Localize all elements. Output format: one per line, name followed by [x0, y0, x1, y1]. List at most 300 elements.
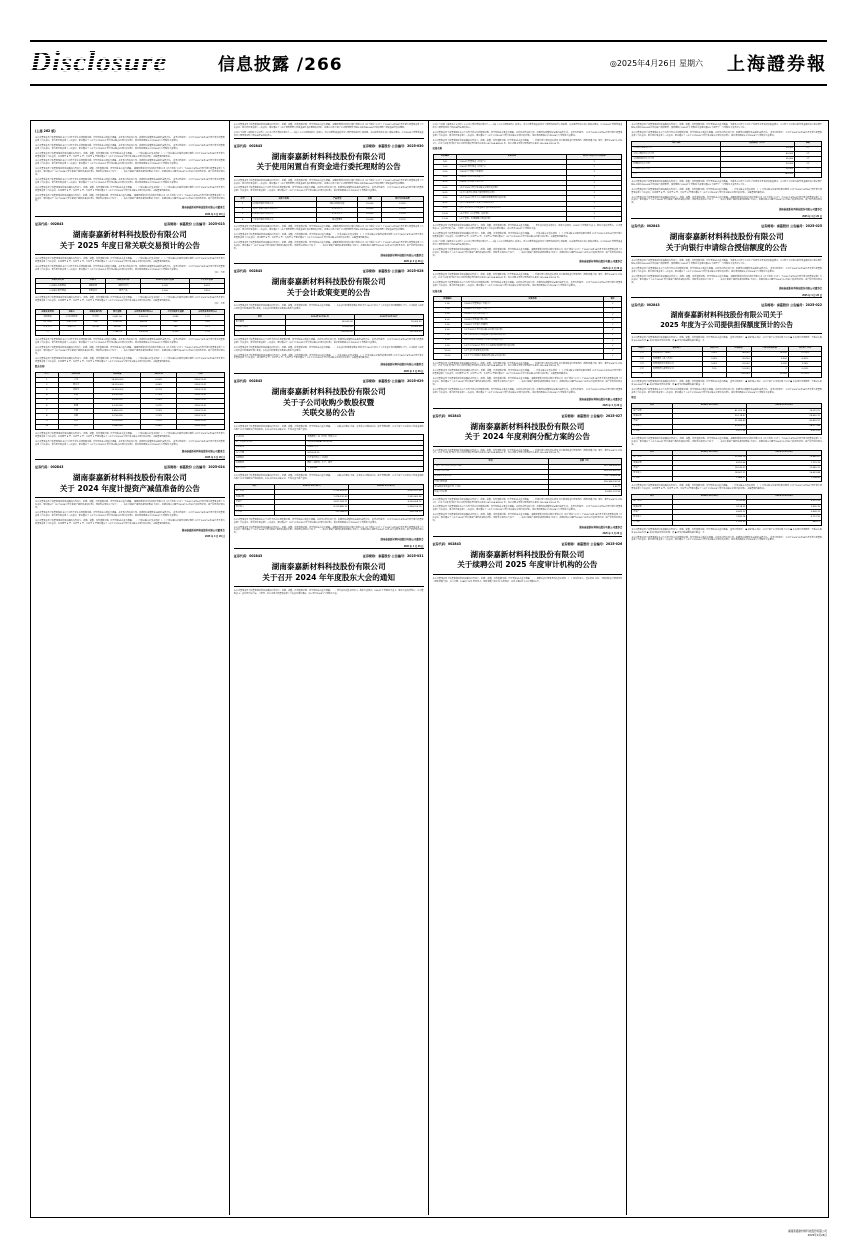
- cell: 8.00: [433, 201, 457, 206]
- cell: 《关于续聘2025年度审计机构的议案》: [457, 201, 567, 206]
- cell: 91320594MA1XXXXXXX: [306, 440, 423, 445]
- cell: 25,000.00: [354, 325, 423, 330]
- cell: 公司: [632, 362, 652, 367]
- th-1: 被担保方: [651, 346, 702, 351]
- cell: 3.58%: [788, 362, 821, 367]
- table-row: [36, 289, 225, 294]
- th-3: 持股比例: [141, 372, 177, 377]
- cell: 100%: [702, 357, 726, 362]
- announcement-title-a4: 湖南泰嘉新材料科技股份有限公司 关于使用闲置自有资金进行委托理财的公告: [256, 151, 401, 172]
- table-row: [433, 354, 622, 359]
- announcement-body-a12: 本公司董事会及全体董事保证信息披露的内容真实、准确、完整，没有虚假记载、误导性陈述或重大遗漏。 重要内容提示： ● 被担保人名称：公司全资子公司及控股子公司 ● 本次预计担保额度：不超过人民币100,000万元 ● 本次担保是否有反担保：否 ● 对外担保逾期的累计数量：无: [631, 336, 822, 342]
- announcement-title-a3: 湖南泰嘉新材料科技股份有限公司 关于 2024 年度计提资产减值准备的公告: [59, 473, 201, 493]
- title-rule-a9: [433, 446, 623, 447]
- table-row: [234, 466, 423, 471]
- cell: 销售商品: [36, 320, 60, 325]
- announcement-body-a12-4: 本公司董事会及全体董事保证信息披露的内容真实、准确、完整，没有虚假记载、误导性陈述或重大遗漏。 湖南泰嘉新材料科技股份有限公司（以下简称“公司”）于2025年4月24日召开第五届董事会第十六次会议，审议通过了《关于2024年度计提资产减值准备的议案》，现将有关情况公告如下： 一、本次计提资产减值准备情况概述 为真实、准确反映公司截至2024年12月31日的财务状况、资产价值及经营成果。: [631, 437, 822, 446]
- cell: 105,000.00: [285, 330, 354, 335]
- cell: 9,500: [751, 357, 788, 362]
- cell: 刘国华: [58, 388, 94, 393]
- table-row: [632, 520, 822, 525]
- announcement-header-a10: [433, 542, 623, 575]
- announcement-header-a7: [234, 554, 424, 587]
- masthead-date: ◎2025年4月26日 星期六: [609, 59, 703, 68]
- th-0: 序号: [36, 372, 59, 377]
- cell: 1,484.37: [672, 476, 747, 481]
- announcement-body-a2-7: 本公司董事会及全体董事保证信息披露的内容真实、准确、完整，没有虚假记载、误导性陈述或重大遗漏。 一、日常关联交易基本情况 （一）日常关联交易履行的审议程序 公司于2025年4月24日召开第五届董事会第十六次会议，以同意票 8 票、反对票 0 票、弃权票 0 票审议通过了《关于公司2025年度日常关联交易预计的议案》，关联董事回避表决。: [35, 432, 225, 438]
- cell: √: [604, 307, 622, 312]
- cell: 4.00: [433, 180, 457, 185]
- cell: 18,200: [751, 351, 788, 356]
- cell: 0.00%: [788, 367, 821, 372]
- table-row: [433, 217, 622, 222]
- announcement-header-a11: [631, 224, 822, 257]
- signature-3: 湖南泰嘉新材料科技股份有限公司董事会: [181, 528, 225, 532]
- cell: 10,000: [358, 202, 382, 207]
- cell: √: [567, 191, 622, 196]
- cell: [60, 330, 84, 335]
- cell: 周平: [58, 424, 94, 429]
- cell: 3: [36, 388, 59, 393]
- announcement-body-a3-3: 本公司董事会及全体董事保证信息披露的内容真实、准确、完整，没有虚假记载、误导性陈述或重大遗漏。 一、日常关联交易基本情况 （一）日常关联交易履行的审议程序 公司于2025年4月24日召开第五届董事会第十六次会议，以同意票 8 票、反对票 0 票、弃权票 0 票审议通过了《关于公司2025年度日常关联交易预计的议案》，关联董事回避表决。: [35, 519, 225, 525]
- column-1: [31, 121, 230, 1215]
- cell: 81,205.36: [672, 409, 747, 414]
- cell: 资产总额: [632, 409, 673, 414]
- cell: 4,250,608.72: [349, 500, 423, 505]
- th-0: 项目: [433, 459, 548, 464]
- th-2: 该列打勾的栏目可以投票: [567, 154, 622, 159]
- th-4: 上年发生金额: [189, 278, 224, 283]
- target-financials-table: [234, 484, 424, 516]
- col3-body-6: 本公司董事会及全体董事保证信息披露的内容真实、准确、完整，没有虚假记载、误导性陈述或重大遗漏。 一、利润分配方案的基本情况 经天职国际会计师事务所（特殊普通合伙）审计，截至2024年12月31日，公司合并报表归属于母公司所有者的净利润为人民币 267,168,838.62 元，母公司期末可供分配利润为人民币 205,366,130.55 元。: [432, 274, 623, 280]
- cell: 7.00: [433, 196, 457, 201]
- announcement-body-a12-6: 本公司董事会及全体董事保证信息披露的内容真实、准确、完整，没有虚假记载、误导性陈述或重大遗漏。 重要内容提示： ● 被担保人名称：公司全资子公司及控股子公司 ● 本次预计担保额度：不超过人民币100,000万元 ● 本次担保是否有反担保：否 ● 对外担保逾期的累计数量：无: [631, 528, 822, 534]
- announcement-header-a2: [35, 222, 225, 255]
- cell: 100%: [702, 351, 726, 356]
- announcement-body-a11-3: 本公司董事会及全体董事保证信息披露的内容真实、准确、完整，没有虚假记载、误导性陈述或重大遗漏。 湖南泰嘉新材料科技股份有限公司（以下简称“公司”）于2025年4月24日召开第五届董事会第十六次会议，审议通过了《关于2024年度计提资产减值准备的议案》，现将有关情况公告如下： 一、本次计提资产减值准备情况概述 为真实、准确反映公司截至2024年12月31日的财务状况、资产价值及经营成果。: [631, 275, 822, 284]
- cell: 《关于向银行申请综合授信额度的议案》: [457, 191, 567, 196]
- cell: 1年: [795, 152, 822, 157]
- announcement-header-a4: [234, 144, 424, 177]
- cell: 0.11: [191, 325, 225, 330]
- cell: 25,000: [721, 167, 795, 172]
- cell: 4: [36, 393, 59, 398]
- th-1: 议案名称: [462, 297, 604, 302]
- announcement-header-a12: [631, 303, 822, 334]
- cell: √: [604, 323, 622, 328]
- cell: 101,000.00: [354, 330, 423, 335]
- th-5: 上年实际发生金额: [160, 310, 191, 315]
- cell: 30,000: [726, 357, 751, 362]
- signature-2: 湖南泰嘉新材料科技股份有限公司董事会: [181, 449, 225, 453]
- signature-11: 湖南泰嘉新材料科技股份有限公司董事会: [778, 287, 822, 291]
- cell: 成品: [84, 320, 108, 325]
- announcement-body-a12-7: 本公司董事会及全体董事保证本公告内容不存在任何虚假记载、误导性陈述或者重大遗漏，并对其内容的真实性、准确性和完整性依法承担法律责任。 重要内容提示： 公司于2025年4月24日召开第五届董事会第十六次会议、第五届监事会第十二次会议，审议通过了《关于公司2025年度日常关联交易预计的议案》，该议案尚需提交公司2024年年度股东大会审议。: [631, 536, 822, 542]
- signature-date-8: 2025 年 4 月 26 日: [602, 404, 623, 408]
- announcement-body-a12-3: 本公司董事会及全体董事保证本公告内容不存在任何虚假记载、误导性陈述或者重大遗漏，并对其内容的真实性、准确性和完整性依法承担法律责任。 重要内容提示： 公司于2025年4月24日召开第五届董事会第十六次会议、第五届监事会第十二次会议，审议通过了《关于公司2025年度日常关联交易预计的议案》，该议案尚需提交公司2024年年度股东大会审议。: [631, 388, 822, 394]
- announcement-title-a5: 湖南泰嘉新材料科技股份有限公司 关于会计政策变更的公告: [271, 277, 386, 297]
- announcement-title-a10: 湖南泰嘉新材料科技股份有限公司 关于续聘公司 2025 年度审计机构的公告: [457, 549, 598, 570]
- cell: 4,860,000: [94, 409, 141, 414]
- cell: √: [604, 333, 622, 338]
- cell: 兴业银行股份有限公司: [251, 218, 317, 223]
- page-footer: [788, 1230, 827, 1238]
- cell: 《关于2025年度日常关联交易预计的议案》: [462, 328, 604, 333]
- cell: 16,433.88: [747, 471, 822, 476]
- related-party-detail-table: [35, 309, 225, 336]
- security-code-a11: 证券代码：002843: [631, 224, 660, 229]
- cell: 2024-12-31: [177, 414, 225, 419]
- announcement-body-a5: 本公司董事会及全体董事保证信息披露的内容真实、准确、完整，没有虚假记载、误导性陈述或重大遗漏。 一、本次会计政策变更概述 财政部于2023年发布了《企业会计准则解释第17号》，公司根据上述规定对原会计政策进行相应变更。本次会计政策变更无需提交股东大会审议。: [233, 305, 424, 311]
- target-company-table: [234, 434, 424, 471]
- proposal-checklist-table: [433, 154, 623, 222]
- cell: 可供分配利润: [433, 480, 548, 485]
- divider-a10: [433, 270, 623, 271]
- announcement-body-a5-2: 本公司董事会及全体董事保证本公告内容不存在任何虚假记载、误导性陈述或者重大遗漏，并对其内容的真实性、准确性和完整性依法承担法律责任。 重要内容提示： 公司于2025年4月24日召开第五届董事会第十六次会议、第五届监事会第十二次会议，审议通过了《关于公司2025年度日常关联交易预计的议案》，该议案尚需提交公司2024年年度股东大会审议。: [233, 338, 424, 344]
- th-1: 金额（元）: [548, 459, 622, 464]
- cell: 2.00: [433, 170, 457, 175]
- th-2: 持股数量: [94, 372, 141, 377]
- announcement-title-a9: 湖南泰嘉新材料科技股份有限公司 关于 2024 年度利润分配方案的公告: [464, 421, 590, 441]
- divider-a9: [433, 408, 623, 409]
- announcement-body-a2-2: 本公司董事会及全体董事保证本公告内容不存在任何虚假记载、误导性陈述或者重大遗漏，并对其内容的真实性、准确性和完整性依法承担法律责任。 重要内容提示： 公司于2025年4月24日召开第五届董事会第十六次会议、第五届监事会第十二次会议，审议通过了《关于公司2025年度日常关联交易预计的议案》，该议案尚需提交公司2024年年度股东大会审议。: [35, 265, 225, 271]
- cell: 10: [36, 424, 59, 429]
- cell: 9: [36, 419, 59, 424]
- cell: 提取法定盈余公积: [433, 474, 548, 479]
- signature-9: 湖南泰嘉新材料科技股份有限公司董事会: [579, 525, 623, 529]
- cell: 120.00: [127, 325, 160, 330]
- cell: 20,000: [726, 362, 751, 367]
- cell: 注册资本: [234, 445, 306, 450]
- cell: 19,880.47: [747, 455, 822, 460]
- security-code-a2: 证券代码：002843: [35, 222, 64, 227]
- th-1: 2023年12月31日: [275, 484, 349, 489]
- cell: √: [567, 175, 622, 180]
- th-1: 2024年12月31日: [285, 315, 354, 320]
- cell: √: [604, 354, 622, 359]
- cell: √: [567, 160, 622, 165]
- announcement-body-a2-8: 本公司董事会及全体董事保证本公告内容不存在任何虚假记载、误导性陈述或者重大遗漏，并对其内容的真实性、准确性和完整性依法承担法律责任。 重要内容提示： 公司于2025年4月24日召开第五届董事会第十六次会议、第五届监事会第十二次会议，审议通过了《关于公司2025年度日常关联交易预计的议案》，该议案尚需提交公司2024年年度股东大会审议。: [35, 440, 225, 446]
- cell: 30,118.47: [672, 414, 747, 419]
- cell: 10,000: [358, 212, 382, 217]
- cell: 7: [36, 409, 59, 414]
- announcement-body-a2-3: 本公司董事会及全体董事保证信息披露的内容真实、准确、完整，没有虚假记载、误导性陈述或重大遗漏。 一、日常关联交易基本情况 （一）日常关联交易履行的审议程序 公司于2025年4月24日召开第五届董事会第十六次会议，以同意票 8 票、反对票 0 票、弃权票 0 票审议通过了《关于公司2025年度日常关联交易预计的议案》，关联董事回避表决。: [35, 297, 225, 303]
- cell: 净资产: [632, 419, 673, 424]
- announcement-body-a9-3: 本公司董事会及全体董事保证本公告内容不存在任何虚假记载、误导性陈述或者重大遗漏，并对其内容的真实性、准确性和完整性依法承担法律责任。 重要内容提示： 公司于2025年4月24日召开第五届董事会第十六次会议、第五届监事会第十二次会议，审议通过了《关于公司2025年度日常关联交易预计的议案》，该议案尚需提交公司2024年年度股东大会审议。: [432, 506, 623, 512]
- announcement-body-a6-4: 本公司董事会及全体董事保证信息披露的内容真实、准确、完整，没有虚假记载、误导性陈述或重大遗漏。 湖南泰嘉新材料科技股份有限公司（以下简称“公司”）于2025年4月24日召开第五届董事会第十六次会议，审议通过了《关于2024年度计提资产减值准备的议案》，现将有关情况公告如下： 一、本次计提资产减值准备情况概述 为真实、准确反映公司截至2024年12月31日的财务状况、资产价值及经营成果。: [233, 526, 424, 535]
- col3-body-7: 本公司董事会及全体董事保证本公告内容不存在任何虚假记载、误导性陈述或者重大遗漏，并对其内容的真实性、准确性和完整性依法承担法律责任。 重要内容提示： 公司于2025年4月24日召开第五届董事会第十六次会议、第五届监事会第十二次会议，审议通过了《关于公司2025年度日常关联交易预计的议案》，该议案尚需提交公司2024年年度股东大会审议。: [432, 282, 623, 287]
- col4-lead-text-2: 本公司董事会及全体董事保证本公告内容不存在任何虚假记载、误导性陈述或者重大遗漏，并对其内容的真实性、准确性和完整性依法承担法律责任。 重要内容提示： 公司于2025年4月24日召开第五届董事会第十六次会议、第五届监事会第十二次会议，审议通过了《关于公司2025年度日常关联交易预计的议案》，该议案尚需提交公司2024年年度股东大会审议。: [631, 131, 822, 137]
- continuation-body-8: 本公司董事会及全体董事保证信息披露的内容真实、准确、完整，没有虚假记载、误导性陈述或重大遗漏。 湖南泰嘉新材料科技股份有限公司（以下简称“公司”）于2025年4月24日召开第五届董事会第十六次会议，审议通过了《关于2024年度计提资产减值准备的议案》，现将有关情况公告如下： 一、本次计提资产减值准备情况概述 为真实、准确反映公司截至2024年12月31日的财务状况、资产价值及经营成果。: [35, 194, 225, 203]
- cell: [651, 372, 702, 377]
- th-1: 2024年12月31日: [672, 494, 747, 499]
- announcement-body-a6-3: 本公司董事会及全体董事保证本公告内容不存在任何虚假记载、误导性陈述或者重大遗漏，并对其内容的真实性、准确性和完整性依法承担法律责任。 重要内容提示： 公司于2025年4月24日召开第五届董事会第十六次会议、第五届监事会第十二次会议，审议通过了《关于公司2025年度日常关联交易预计的议案》，该议案尚需提交公司2024年年度股东大会审议。: [233, 518, 424, 524]
- cell: 保本型理财: [317, 218, 358, 223]
- column-container: [31, 121, 826, 1215]
- cell: 1.67%: [141, 403, 177, 408]
- cell: 74,310.22: [747, 409, 822, 414]
- cell: 8,550,000: [94, 393, 141, 398]
- voting-note-table: [433, 296, 623, 359]
- cell: 1,200.00: [108, 320, 127, 325]
- cell: 3,614: [189, 283, 224, 288]
- cell: 关联自然人: [60, 320, 84, 325]
- cell: 《2024年度利润分配方案》: [457, 180, 567, 185]
- cell: 《关于使用闲置自有资金进行委托理财的议案》: [457, 206, 567, 211]
- cell: 8: [36, 414, 59, 419]
- cell: √: [604, 338, 622, 343]
- cell: 净利润: [234, 510, 274, 515]
- th-2: 2023年12月31日: [747, 494, 822, 499]
- cell: 归属于母公司所有者的净利润: [433, 464, 548, 469]
- cell: 泰嘉智能装备有限公司: [651, 367, 702, 372]
- cell: [84, 330, 108, 335]
- cell: 3,000: [141, 289, 189, 294]
- cell: 3.00 元: [548, 485, 622, 490]
- column-4: [627, 121, 826, 1215]
- masthead-section: 信息披露 /266: [218, 55, 343, 75]
- announcement-body-a6: 本公司董事会及全体董事保证信息披露的内容真实、准确、完整，没有虚假记载、误导性陈述或重大遗漏。 一、关联交易概述 为进一步优化公司股权结构，提升管理效率，公司全资子公司拟以自有资金收购控股子公司少数股东持有的股权。本次交易构成关联交易，不构成重大资产重组。: [233, 425, 424, 431]
- cell: 审计费用: [234, 320, 285, 325]
- guarantee-forecast-table: [631, 346, 822, 378]
- cell: 0: [751, 367, 788, 372]
- th-3: 2025年度预计金额: [141, 278, 189, 283]
- th-1: 关联人: [80, 278, 106, 283]
- divider-a12: [631, 297, 822, 298]
- cell: 孙涛: [58, 419, 94, 424]
- table-row: [234, 218, 423, 223]
- cell: 45,859.91: [747, 419, 822, 424]
- cell: 接受劳务: [36, 325, 60, 330]
- cell: 22,560.18: [672, 455, 747, 460]
- checklist-label: 议案名称: [432, 147, 443, 151]
- cell: 5,338,106.14: [349, 505, 423, 510]
- cell: 1: [234, 202, 251, 207]
- cell: √: [567, 217, 622, 222]
- security-code-a5: 证券代码：002843: [233, 269, 263, 274]
- subsidiary-summary-table-3: [631, 494, 822, 526]
- th-1: 议案名称: [457, 154, 567, 159]
- cell: 《关于公司2025年度为子公司提供担保额度预计的议案》: [462, 343, 604, 348]
- shareholder-list-table: [35, 372, 225, 430]
- cell: 2024-12-31: [177, 383, 225, 388]
- signature-5: 湖南泰嘉新材料科技股份有限公司董事会: [380, 363, 424, 367]
- cell: 1,874: [189, 289, 224, 294]
- th-4: 日期: [177, 372, 225, 377]
- cell: 《关于会计政策变更的议案》: [462, 349, 604, 354]
- cell: 5,851.56: [108, 315, 127, 320]
- signature-4: 湖南泰嘉新材料科技股份有限公司董事会: [380, 253, 424, 257]
- announcement-body-a9-4: 本公司董事会及全体董事保证信息披露的内容真实、准确、完整，没有虚假记载、误导性陈述或重大遗漏。 湖南泰嘉新材料科技股份有限公司（以下简称“公司”）于2025年4月24日召开第五届董事会第十六次会议，审议通过了《关于2024年度计提资产减值准备的议案》，现将有关情况公告如下： 一、本次计提资产减值准备情况概述 为真实、准确反映公司截至2024年12月31日的财务状况、资产价值及经营成果。: [432, 514, 623, 523]
- cell: 泰嘉精密工具（苏州）: [651, 357, 702, 362]
- announcement-body-a9: 本公司董事会及全体董事保证信息披露的内容真实、准确、完整，没有虚假记载、误导性陈述或重大遗漏。 一、利润分配方案的基本情况 经天职国际会计师事务所（特殊普通合伙）审计，截至2024年12月31日，公司合并报表归属于母公司所有者的净利润为人民币 267,168,838.62 元，母公司期末可供分配利润为人民币 205,366,130.55 元。: [432, 449, 623, 455]
- cell: 1.59%: [141, 409, 177, 414]
- cell: 2.06%: [141, 398, 177, 403]
- cell: 1年: [795, 162, 822, 167]
- cell: 50,000: [721, 146, 795, 151]
- announcement-body-a11-2: 本公司董事会及全体董事保证本公告内容不存在任何虚假记载、误导性陈述或者重大遗漏，并对其内容的真实性、准确性和完整性依法承担法律责任。 重要内容提示： 公司于2025年4月24日召开第五届董事会第十六次会议、第五届监事会第十二次会议，审议通过了《关于公司2025年度日常关联交易预计的议案》，该议案尚需提交公司2024年年度股东大会审议。: [631, 267, 822, 273]
- cell: 陈晓: [58, 403, 94, 408]
- th-0: 关联交易类别: [36, 278, 81, 283]
- cell: 3,817,269.21: [275, 500, 349, 505]
- cell: 205,366,130.55: [548, 480, 622, 485]
- cell: 11.00: [433, 217, 457, 222]
- security-code-a12: 证券代码：002843: [631, 303, 660, 308]
- th-1: 2024年12月31日: [672, 450, 747, 455]
- cell: 《关于修订〈公司章程〉的议案》: [457, 211, 567, 216]
- cell: 76,000.00: [354, 320, 423, 325]
- cell: 营业收入: [632, 424, 673, 429]
- cell: 2.79%: [141, 393, 177, 398]
- cell: 《2024年度董事会工作报告》: [457, 160, 567, 165]
- cell: 10,000: [358, 218, 382, 223]
- cell: 4.00: [433, 318, 462, 323]
- cell: -26,716,883.86: [548, 474, 622, 479]
- cell: 净利润: [632, 476, 673, 481]
- cell: 《2024年度监事会工作报告》: [462, 307, 604, 312]
- cell: 2018-06-15: [306, 451, 423, 456]
- cell: 10,000: [358, 207, 382, 212]
- announcement-body-a2-5: 本公司董事会及全体董事保证信息披露的内容真实、准确、完整，没有虚假记载、误导性陈述或重大遗漏。 湖南泰嘉新材料科技股份有限公司（以下简称“公司”）于2025年4月24日召开第五届董事会第十六次会议，审议通过了《关于2024年度计提资产减值准备的议案》，现将有关情况公告如下： 一、本次计提资产减值准备情况概述 为真实、准确反映公司截至2024年12月31日的财务状况、资产价值及经营成果。: [35, 346, 225, 355]
- cell: 中国银行湖南省分行: [632, 146, 721, 151]
- th-2: 2023年12月31日: [354, 315, 423, 320]
- security-code-a6: 证券代码：002843: [233, 379, 263, 384]
- profit-distribution-table: [433, 458, 623, 495]
- cell: 300.00: [108, 325, 127, 330]
- cell: 2024-12-31: [177, 419, 225, 424]
- cell: 820: [160, 320, 191, 325]
- announcement-number-a4: 证券简称：泰嘉股份 公告编号：2025-030: [362, 143, 424, 148]
- signature-1: 湖南泰嘉新材料科技股份有限公司董事会: [181, 206, 225, 210]
- cell: √: [567, 201, 622, 206]
- cell: 2024-12-31: [177, 388, 225, 393]
- th-2: 备注: [604, 297, 622, 302]
- th-4: 预计年化收益率: [382, 197, 423, 202]
- col3-lead-text: 公司应当按照《深圳证券交易所上市公司自律监管指引第1号——主板上市公司规范运作》的规定，对公司募集资金的存放与使用情况进行专项说明，并由保荐机构出具专项核查意见。公司2024年度募集资金存放与使用情况符合相关法律法规的规定。: [432, 124, 623, 129]
- th-0: 议案编码: [433, 297, 462, 302]
- cell: √: [567, 165, 622, 170]
- cell: [702, 372, 726, 377]
- cell: 结构性存款: [317, 212, 358, 217]
- cell: 净资产: [234, 500, 274, 505]
- th-0: 银行名称: [632, 141, 721, 146]
- cell: 公司: [632, 367, 652, 372]
- cell: 经营范围: [234, 461, 306, 466]
- cell: 净资产: [632, 466, 673, 471]
- th-2: 关联交易内容: [84, 310, 108, 315]
- divider-a11: [631, 218, 822, 219]
- cell: 22.35%: [788, 372, 821, 377]
- th-0: 议案编码: [433, 154, 457, 159]
- cell: 合计: [632, 172, 721, 177]
- credit-lines-table: [631, 141, 822, 178]
- cell: 3,118.22: [672, 504, 747, 509]
- table-row: [36, 330, 225, 335]
- cell: 8,512.09: [747, 499, 822, 504]
- masthead: [30, 40, 827, 86]
- cell: 7.00: [433, 333, 462, 338]
- cell: 58,077.44: [747, 424, 822, 429]
- cell: √: [567, 196, 622, 201]
- cell: 湖南泰嘉: [80, 283, 106, 288]
- cell: 1,208.60: [747, 476, 822, 481]
- cell: 18,907.21: [672, 471, 747, 476]
- cell: 《2024年度董事会工作报告》: [462, 302, 604, 307]
- cell: 兴业银行长沙分行: [632, 167, 721, 172]
- cell: 采购商品: [36, 315, 60, 320]
- cell: 5,000: [141, 283, 189, 288]
- table-row: [36, 424, 225, 429]
- cell: 方 junnan: [306, 466, 423, 471]
- cell: 10.00: [433, 211, 457, 216]
- signature-date-4: 2025 年 4 月 26 日: [403, 259, 424, 263]
- divider-a3: [35, 459, 225, 460]
- cell: 《2024年年度报告及摘要》: [462, 323, 604, 328]
- cell: 营业收入: [632, 515, 673, 520]
- title-rule-a2: [35, 254, 225, 255]
- shareholder-table-label: 股东名称: [35, 365, 45, 369]
- cell: [795, 172, 822, 177]
- cell: 营业收入: [632, 471, 673, 476]
- th-1: 授信额度（万元）: [721, 141, 795, 146]
- cell: 2024-12-31: [177, 409, 225, 414]
- announcement-title-a2: 湖南泰嘉新材料科技股份有限公司 关于 2025 年度日常关联交易预计的公告: [59, 230, 201, 250]
- cell: 《关于使用闲置自有资金进行委托理财的议案》: [462, 333, 604, 338]
- signature-date-7: 2025 年 4 月 26 日: [602, 266, 623, 270]
- cell: 方众: [58, 378, 94, 383]
- cell: 6.00: [433, 191, 457, 196]
- announcement-body-a4-2: 本公司董事会及全体董事保证本公告内容不存在任何虚假记载、误导性陈述或者重大遗漏，并对其内容的真实性、准确性和完整性依法承担法律责任。 重要内容提示： 公司于2025年4月24日召开第五届董事会第十六次会议、第五届监事会第十二次会议，审议通过了《关于公司2025年度日常关联交易预计的议案》，该议案尚需提交公司2024年年度股东大会审议。: [233, 187, 424, 193]
- cell: 公司控股股东: [60, 315, 84, 320]
- security-code-a4: 证券代码：002843: [233, 143, 263, 148]
- cell: 资产总额: [632, 455, 673, 460]
- cell: 1.00: [433, 302, 462, 307]
- cell: √: [604, 349, 622, 354]
- cell: 中国工商银行股份有限公司: [251, 207, 317, 212]
- cell: 中国银行股份有限公司: [251, 202, 317, 207]
- cell: 原材料: [84, 315, 108, 320]
- th-0: 担保方: [632, 346, 652, 351]
- cell: 合计: [234, 330, 285, 335]
- announcement-body-a5-3: 本公司董事会及全体董事保证信息披露的内容真实、准确、完整，没有虚假记载、误导性陈述或重大遗漏。 一、本次会计政策变更概述 财政部于2023年发布了《企业会计准则解释第17号》，公司根据上述规定对原会计政策进行相应变更。本次会计政策变更无需提交股东大会审议。: [233, 346, 424, 352]
- cell: √: [567, 206, 622, 211]
- cell: 1.01%: [141, 419, 177, 424]
- masthead-rule-bottom: [30, 84, 827, 86]
- cell: 1年: [795, 167, 822, 172]
- cell: 李强: [58, 409, 94, 414]
- cell: √: [567, 185, 622, 190]
- divider-a10b: [433, 536, 623, 537]
- cell: 4.64%: [141, 383, 177, 388]
- cell: 营业收入: [234, 505, 274, 510]
- cell: 28,450.31: [747, 414, 822, 419]
- cell: 1,035.90: [672, 520, 747, 525]
- cell: 6,642.23: [672, 510, 747, 515]
- table-row: [234, 330, 423, 335]
- announcement-number-a6: 证券简称：泰嘉股份 公告编号：2025-029: [362, 379, 424, 384]
- announcement-header-a6: [234, 379, 424, 423]
- th-2: 持股比例: [702, 346, 726, 351]
- table-row: [632, 172, 822, 177]
- cell: 5.00: [433, 323, 462, 328]
- cell: 6.42%: [788, 357, 821, 362]
- cell: 《2024年度监事会工作报告》: [457, 165, 567, 170]
- continuation-body-3: 本公司董事会及全体董事保证信息披露的内容真实、准确、完整，没有虚假记载、误导性陈述或重大遗漏。 一、日常关联交易基本情况 （一）日常关联交易履行的审议程序 公司于2025年4月24日召开第五届董事会第十六次会议，以同意票 8 票、反对票 0 票、弃权票 0 票审议通过了《关于公司2025年度日常关联交易预计的议案》，关联董事回避表决。: [35, 152, 225, 158]
- cell: 5,300: [751, 362, 788, 367]
- cell: 招商银行股份有限公司: [251, 212, 317, 217]
- cell: 结构性存款: [317, 207, 358, 212]
- th-0: 项目: [234, 484, 274, 489]
